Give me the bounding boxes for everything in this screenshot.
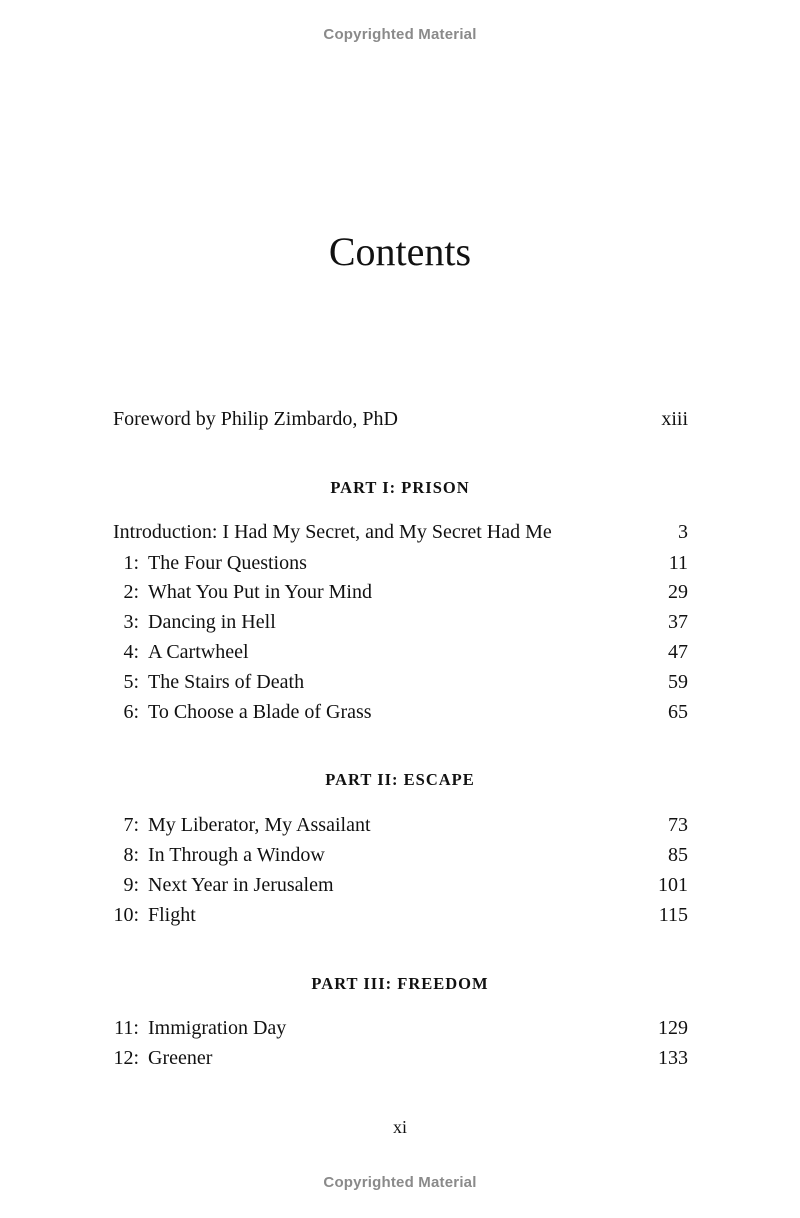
chapter-title: The Stairs of Death: [148, 671, 305, 693]
chapter-page: 115: [658, 904, 688, 926]
chapter-title: A Cartwheel: [148, 641, 249, 663]
toc-entry-chapter-9[interactable]: [113, 870, 688, 900]
toc-entry-chapter-5[interactable]: [113, 667, 688, 697]
copyright-watermark-top: Copyrighted Material: [323, 26, 477, 43]
chapter-page: 85: [668, 844, 688, 866]
page-title: Contents: [328, 229, 472, 274]
toc-entry-chapter-8[interactable]: [113, 840, 688, 870]
chapter-title: To Choose a Blade of Grass: [148, 701, 372, 723]
chapter-page: 133: [658, 1047, 688, 1069]
chapter-title: What You Put in Your Mind: [148, 581, 372, 603]
chapter-title: Flight: [148, 904, 196, 926]
toc-entry-chapter-2[interactable]: [113, 577, 688, 607]
toc-entry-title: Introduction: I Had My Secret, and My Secret Had Me: [113, 521, 552, 543]
toc-entry-title: Foreword by Philip Zimbardo, PhD: [113, 408, 398, 430]
chapter-title: In Through a Window: [148, 844, 325, 866]
chapter-number: 8:: [123, 844, 139, 866]
page-number: xi: [392, 1117, 407, 1137]
toc-entry-introduction[interactable]: [113, 517, 688, 547]
part-heading-3: PART III: FREEDOM: [311, 974, 489, 993]
chapter-page: 29: [668, 581, 688, 603]
chapter-number: 7:: [123, 814, 139, 836]
chapter-number: 10:: [113, 904, 139, 926]
part-heading-1: PART I: PRISON: [330, 478, 470, 497]
toc-entry-page: 3: [678, 521, 688, 543]
chapter-title: Immigration Day: [148, 1017, 287, 1039]
chapter-number: 4:: [123, 641, 139, 663]
toc-entry-chapter-4[interactable]: [113, 637, 688, 667]
chapter-page: 59: [668, 671, 688, 693]
chapter-number: 6:: [123, 701, 139, 723]
toc-entry-chapter-1[interactable]: [113, 548, 688, 578]
part-heading-2: PART II: ESCAPE: [325, 770, 475, 789]
chapter-number: 12:: [113, 1047, 139, 1069]
chapter-number: 9:: [123, 874, 139, 896]
chapter-number: 2:: [123, 581, 139, 603]
toc-entry-foreword[interactable]: [113, 404, 688, 434]
chapter-page: 101: [658, 874, 688, 896]
toc-entry-page: xiii: [661, 408, 688, 430]
toc-entry-chapter-11[interactable]: [113, 1013, 688, 1043]
toc-entry-chapter-3[interactable]: [113, 607, 688, 637]
toc-entry-chapter-12[interactable]: [113, 1043, 688, 1073]
toc-entry-chapter-7[interactable]: [113, 810, 688, 840]
chapter-number: 5:: [123, 671, 139, 693]
chapter-page: 37: [668, 611, 688, 633]
chapter-number: 3:: [123, 611, 139, 633]
chapter-number: 1:: [123, 552, 139, 574]
chapter-page: 47: [668, 641, 688, 663]
chapter-number: 11:: [114, 1017, 139, 1039]
chapter-page: 129: [658, 1017, 688, 1039]
chapter-title: Next Year in Jerusalem: [148, 874, 334, 896]
chapter-page: 73: [668, 814, 688, 836]
toc-entry-chapter-10[interactable]: [113, 900, 688, 930]
copyright-watermark-bottom: Copyrighted Material: [323, 1174, 477, 1191]
chapter-title: The Four Questions: [148, 552, 307, 574]
chapter-title: Greener: [148, 1047, 213, 1069]
chapter-title: Dancing in Hell: [148, 611, 276, 633]
chapter-page: 65: [668, 701, 688, 723]
toc-entry-chapter-6[interactable]: [113, 697, 688, 727]
chapter-page: 11: [668, 552, 688, 574]
chapter-title: My Liberator, My Assailant: [148, 814, 371, 836]
